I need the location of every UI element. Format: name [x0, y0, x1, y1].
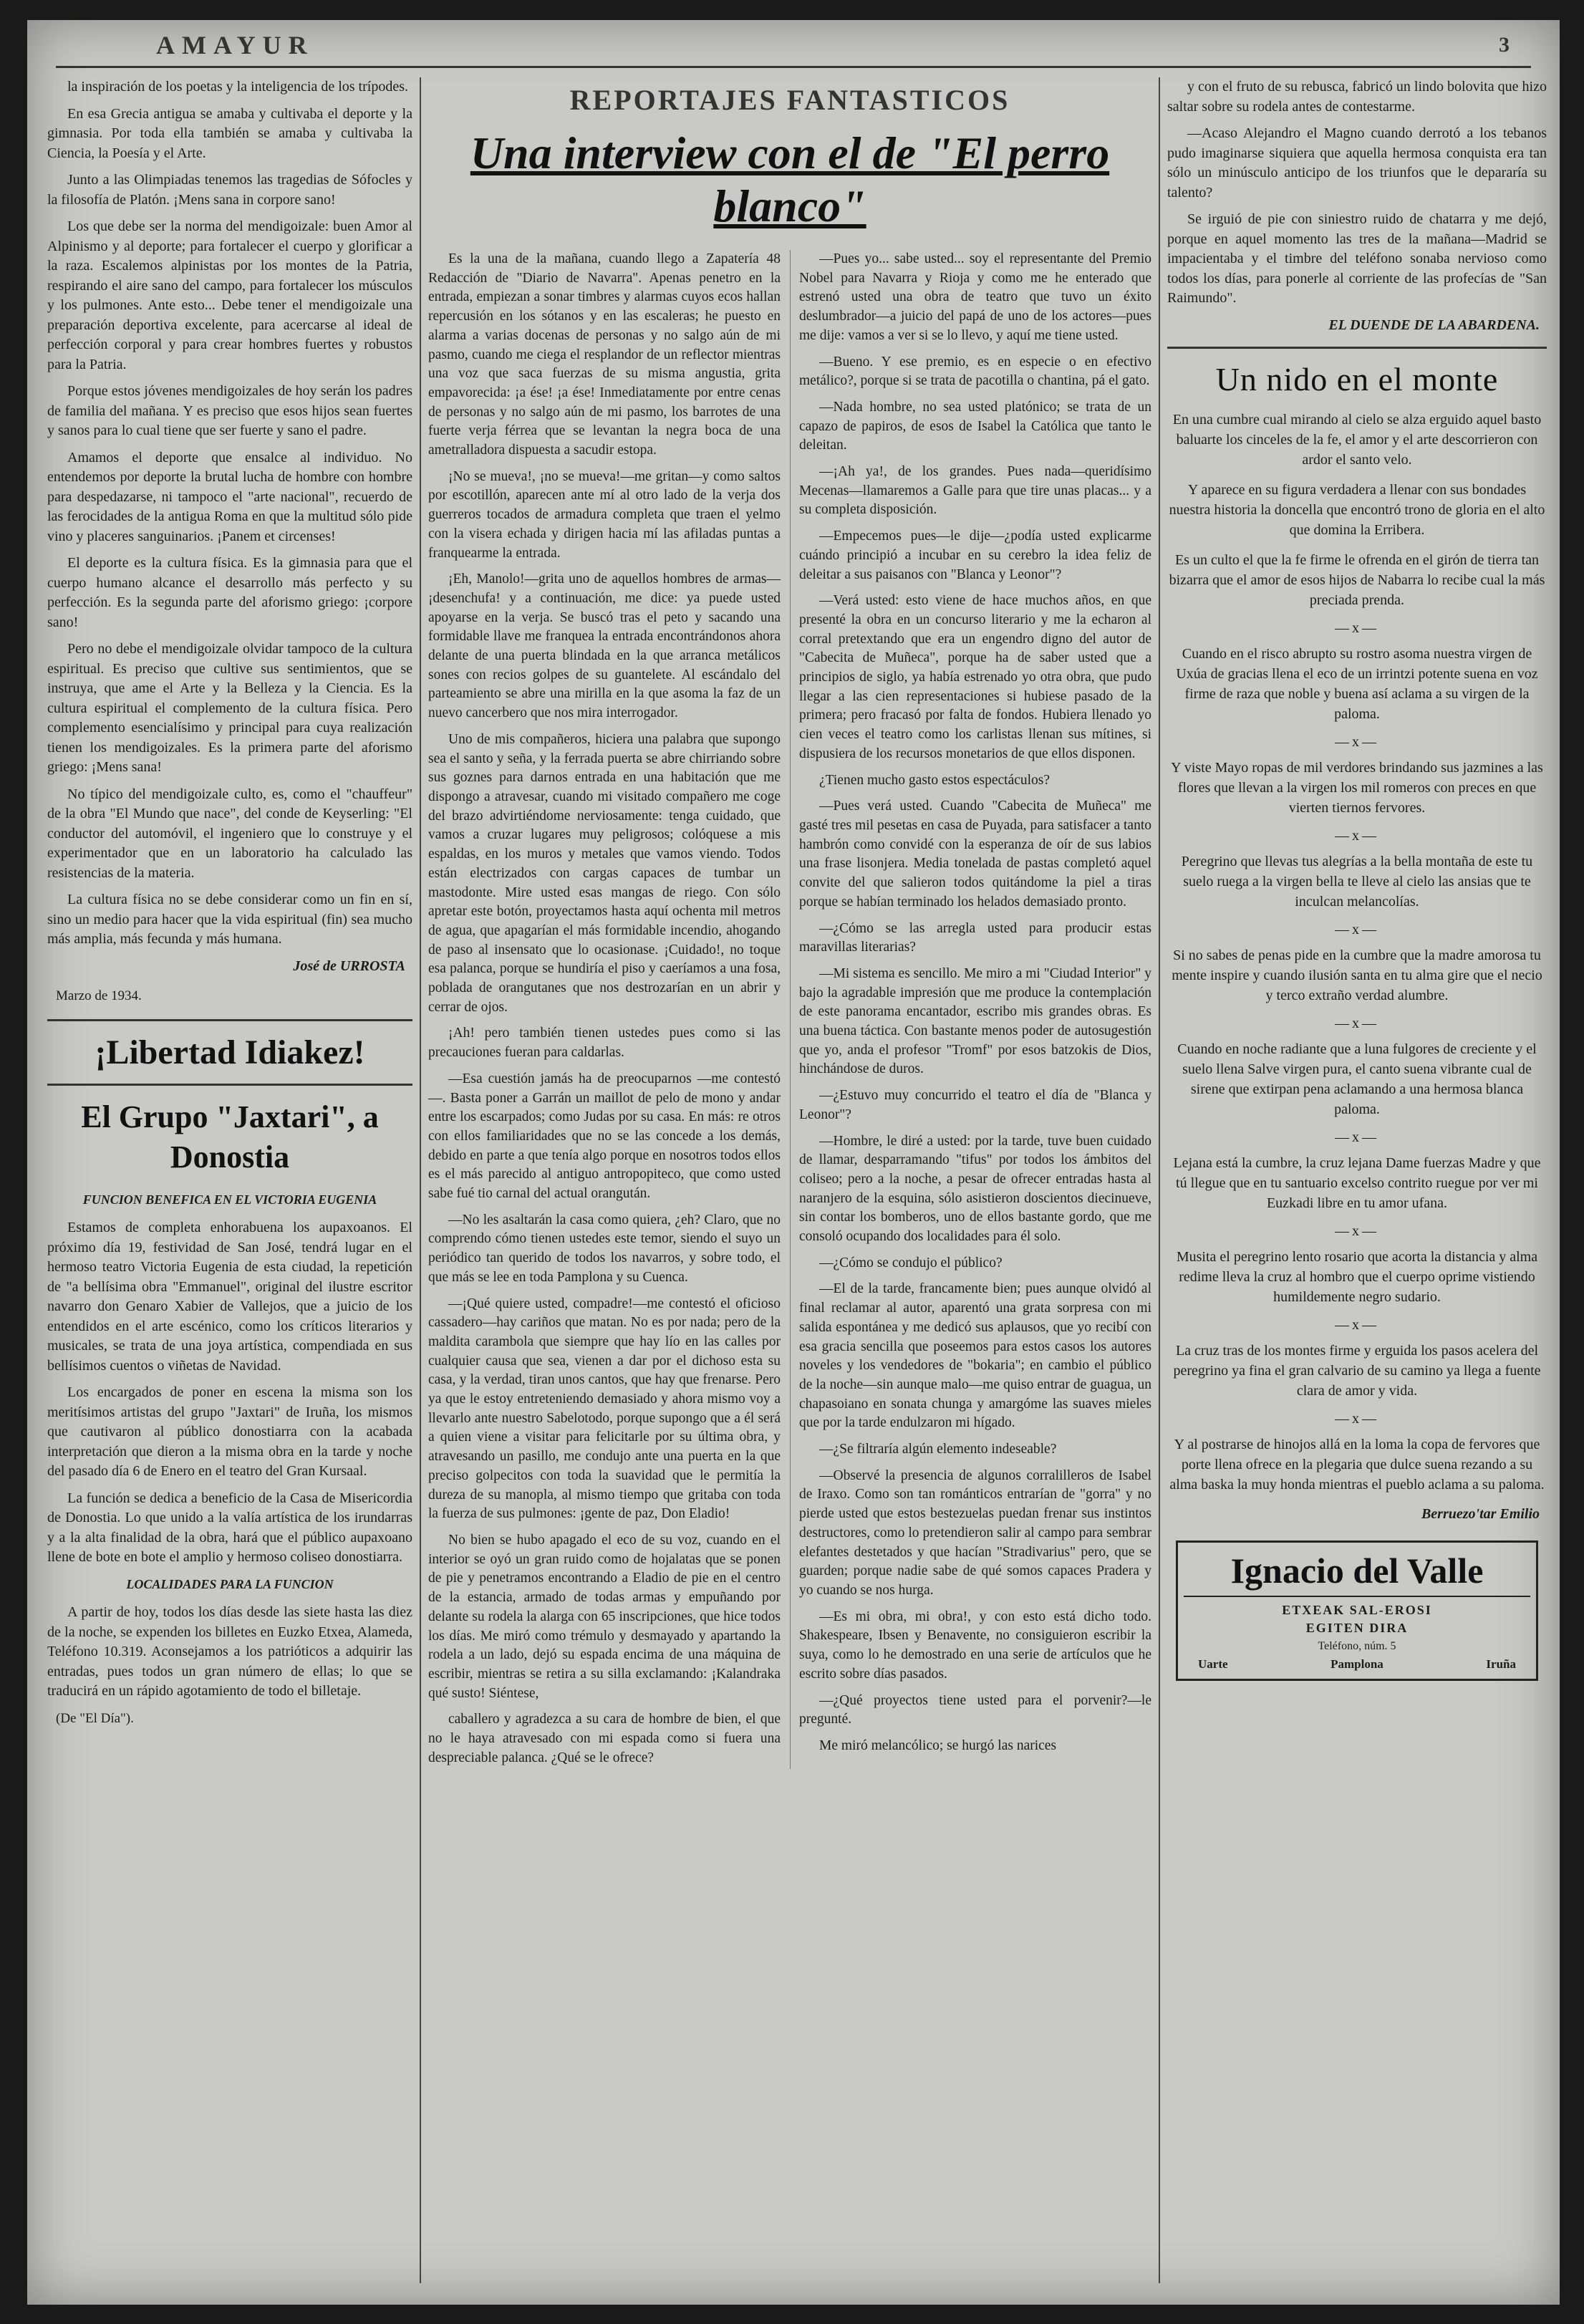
paragraph: Uno de mis compañeros, hiciera una palabra que supongo sea el santo y seña, y la ferrada puerta se abre chirriando sobre sus goznes para darnos entrada en una habitación que me dispongo a atravesar, cuando mi visitado compañero me coge del brazo advirtiéndome nerviosamente: tenga cuidado, que vamos a cruzar lugares muy peligrosos; colóquese a mis espaldas, en los muros y metales que vamos viendo. Todos están electrizados con cargas capaces de tumbar un mastodonte. Mire usted esas mangas de riego. Con sólo apretar este botón, proyectamos hasta aquí ochenta mil metros de agua, que apagarían el más formidable incendio, ahogando de paso al insensato que lo ocasionase. ¡Cuidado!, no toque esa palanca, porque se hundiría el piso y caeríamos a una fosa, poblada de orangutanes que nos destrozarían en un abrir y cerrar de ojos. — [428, 731, 781, 1015]
stanza-divider: —x— — [1335, 734, 1379, 750]
paragraph: Los encargados de poner en escena la misma son los meritísimos artistas del grupo "Jaxtari" de Iruña, los mismos que cautivaron al público donostiarra con la acabada interpretación que dieron a la misma obra en la tarde y noche del pasado día 6 de Enero en el teatro del Gran Kursaal. — [47, 1384, 412, 1479]
newspaper-page — [27, 20, 1560, 2305]
stanza-divider: —x— — [1335, 922, 1379, 937]
essay-body — [47, 77, 412, 950]
separator — [47, 1084, 412, 1086]
ad-line: ETXEAK SAL-EROSI — [1282, 1602, 1432, 1617]
poem-stanza: Es un culto el que la fe firme le ofrenda en el girón de tierra tan bizarra que el amor de esos hijos de Nabarra lo recibe cual la más preciada prenda. — [1169, 552, 1545, 608]
column-rule — [1159, 77, 1160, 2283]
poem-stanza: Peregrino que llevas tus alegrías a la bella montaña de este tu suelo ruega a la virgen bella te lleve al cielo las ansias que te inculcan melancolías. — [1181, 854, 1533, 910]
poem-signature: Berruezo'tar Emilio — [1421, 1506, 1540, 1522]
ad-city: Pamplona — [1331, 1657, 1383, 1671]
paragraph: Me miró melancólico; se hurgó las narices — [819, 1737, 1057, 1753]
stanza-divider: —x— — [1335, 1016, 1379, 1031]
separator — [1167, 347, 1547, 349]
paragraph: No típico del mendigoizale culto, es, como el "chauffeur" de la obra "El Mundo que nace", del conde de Keyserling: "El conductor del automóvil, el ingeniero que lo construye y el experimentador que en un laboratorio ha calculado las resistencias de la materia. — [47, 786, 412, 881]
paragraph: ¿Tienen mucho gasto estos espectáculos? — [819, 772, 1051, 788]
stanza-divider: —x— — [1335, 1223, 1379, 1239]
separator — [47, 1019, 412, 1021]
grupo-body — [47, 1218, 412, 1568]
poem-stanza: Lejana está la cumbre, la cruz lejana Dame fuerzas Madre y que tú llegue que en tu santuario excelso contrito ruegue por ver mi Euzkadi libre en tu amor ufana. — [1173, 1155, 1541, 1211]
localidades-text: A partir de hoy, todos los días desde las siete hasta las diez de la noche, se expenden los billetes en Euzko Etxea, Alameda, Teléfono 10.319. Aconsejamos a los patrióticos a adquirir las entradas, pues todos un gran número de ellas; lo que se traducirá en un rápido agotamiento de todo el billetaje. — [47, 1604, 412, 1699]
poem-stanza: Si no sabes de penas pide en la cumbre que la madre amorosa tu mente inspire y cuando ilusión santa en tu alma gire que el necio y terco extraño verdad alumbre. — [1172, 948, 1542, 1003]
article-headline: Una interview con el de "El perro blanco" — [470, 127, 1110, 231]
paragraph: La cultura física no se debe considerar como un fin en sí, sino un medio para hacer que la vida espiritual (fin) sea mucho más amplia, más fecunda y más humana. — [47, 892, 412, 947]
poem-stanza: La cruz tras de los montes firme y erguida los pasos acelera del peregrino ya fina el gran calvario de su camino ya llega a fuente clara de amor y vida. — [1173, 1343, 1541, 1399]
ad-name: Ignacio del Valle — [1184, 1550, 1530, 1597]
poem-stanza: Y aparece en su figura verdadera a llenar con sus bondades nuestra historia la doncella que encontró trono de gloria en el alto que domina la Erribera. — [1169, 482, 1545, 538]
paragraph: No bien se hubo apagado el eco de su voz, cuando en el interior se oyó un gran ruido como de hojalatas que se ponen de pie y penetramos encontrando a Eladio de pie en el centro de la estancia, armado de todas armas y empuñando por delante su rodela la alarga con 65 inscripciones, que hice todos los días. Me miró como trémulo y desmayado y apartando la rodela a un lado, dejó su espada encima de una máquina de escribir, mientras se retira a su silla exclamando: ¡Kalandraka qué susto! Siéntese, — [428, 1533, 781, 1701]
libertad-headline: ¡Libertad Idiakez! — [95, 1033, 365, 1071]
paragraph: El deporte es la cultura física. Es la gimnasia para que el cuerpo humano alcance el desarrollo más perfecto y su perfección. Es la segunda parte del aforismo griego: ¡corpore sano! — [47, 555, 412, 630]
paragraph: —¿Qué proyectos tiene usted para el porvenir?—le pregunté. — [799, 1692, 1151, 1727]
paragraph: Amamos el deporte que ensalce al individuo. No entendemos por deporte la brutal lucha de hombre con hombre para despedazarse, ni tampoco el "arte nacional", recuerdo de las ferocidades de la antigua Roma en que la multitud sólo pide vino y placeres sanguinarios. ¡Panem et circenses! — [47, 449, 412, 544]
paragraph: —Mi sistema es sencillo. Me miro a mi "Ciudad Interior" y bajo la agradable impresión que me produce la contemplación de este panorama encantador, escribo mis grandes obras. Es una buena táctica. Con bastante menos poder de autosugestión que yo, anda el profesor "Tromf" por esos batzokis de Dios, hinchándose de duros. — [799, 965, 1151, 1077]
paragraph: —Acaso Alejandro el Magno cuando derrotó a los tebanos pudo imaginarse siquiera que aquella hermosa conquista era tan sólo un minúsculo anticipo de los triunfos que le depararía su talento? — [1167, 125, 1547, 201]
stanza-divider: —x— — [1335, 1129, 1379, 1145]
paragraph: —Nada hombre, no sea usted platónico; se trata de un capazo de papiros, de esos de Isabel la Católica que tanto le deleitan. — [799, 399, 1151, 453]
poem-stanza: En una cumbre cual mirando al cielo se alza erguido aquel basto baluarte los cinceles de la fe, el amor y el arte descorrieron con ardor el santo velo. — [1172, 412, 1542, 468]
paragraph: —¿Cómo se las arregla usted para producir estas maravillas literarias? — [799, 920, 1151, 955]
paragraph: —Pues yo... sabe usted... soy el representante del Premio Nobel para Navarra y Rioja y como me he enterado que estrenó usted una obra de teatro que tuvo un éxito deslumbrador—a juicio del papá de uno de los actores—pues me dije: vamos a ver si se lo llevo, y aquí me tiene usted. — [799, 251, 1151, 343]
paragraph: Estamos de completa enhorabuena los aupaxoanos. El próximo día 19, festividad de San José, tendrá lugar en el hermoso teatro Victoria Eugenia de esta ciudad, la repetición de "a bellísima obra "Emmanuel", original del ilustre escritor navarro don Genaro Xabier de Vallejos, que a juicio de los entendidos en el arte escénico, como los críticos literarios y musicales, se trata de una joya artística, compendiada en sus bellísimos cuentos o viñetas de Navidad. — [47, 1220, 412, 1374]
poem-stanza: Y viste Mayo ropas de mil verdores brindando sus jazmines a las flores que llevan a la virgen los mil romeros con preces en que vierten tiernos fervores. — [1171, 760, 1543, 816]
stanza-divider: —x— — [1335, 1317, 1379, 1333]
paragraph: —Observé la presencia de algunos corralilleros de Isabel de Iraxo. Como son tan románticos entrarían de "gorra" y no pierde usted que estos bestezuelas puedan frenar sus instintos destructores, como lo pretendieron salir al campo para sembrar elefantes destetados y que hacían "Stradivarius" pero, que se guarden; porque nadie sabe de qué somos capaces Pradera y yo cuando se nos hurga. — [799, 1467, 1151, 1598]
column-center — [428, 77, 1151, 2290]
grupo-headline: El Grupo "Jaxtari", a Donostia — [81, 1099, 379, 1175]
paragraph: —El de la tarde, francamente bien; pues aunque olvidó al final reclamar al autor, aparentó una grata sorpresa con mi salida espontánea y me dedicó sus aplausos, que yo recibí con esa gracia sencilla que poseemos para estos casos los autores noveles y los vendedores de "bokaria"; en cambio el público de la noche—sin aunque malo—me quiso entrar de guagua, un chapasoiano en sonata chunga y amargóme las suaves mieles que por la tarde endulzaron mi hígado. — [799, 1281, 1151, 1431]
paragraph: ¡Eh, Manolo!—grita uno de aquellos hombres de armas—¡desenchufa! y a continuación, me dice: ya puede usted apoyarse en la verja. Se buscó tras el peto y sacando una formidable llave me franquea la entrada encontrándonos ahora delante de una puerta blindada en la que arranca metálicos sones con recios golpes de su guantelete. Al escándalo del parteamiento se abre una mirilla en la que asoma la faz de un nuevo cancerbero que nos mira interrogador. — [428, 572, 781, 721]
paragraph: —Verá usted: esto viene de hace muchos años, en que presenté la obra en un concurso literario y me la echaron al corral pretextando que era un engendro digno del autor de "Cabecita de Muñeca", porque ha de saber usted que a principios de siglo, ya había estrenado yo otra obra, que pudo llegar a las cien representaciones si hubiese pasado de la primera; pero fracasó por falta de fondos. Hubiera llenado yo cien veces el teatro como los carlistas llenan sus mítines, si dispusiera de los recursos monetarios de que ellos disponen. — [799, 593, 1151, 761]
paragraph: —¡Ah ya!, de los grandes. Pues nada—queridísimo Mecenas—llamaremos a Galle para que tire unas placas... y a su completa disposición. — [799, 464, 1151, 518]
paragraph: —Empecemos pues—le dije—¿podía usted explicarme cuándo principió a incubar en su cerebro la idea feliz de deleitar a sus paisanos con "Blanca y Leonor"? — [799, 529, 1151, 582]
poem-stanza: Cuando en el risco abrupto su rostro asoma nuestra virgen de Uxúa de gracias llena el eco de un irrintzi potente suena en voz firme de raza que noble y buena así aclama a su virgen de la paloma. — [1176, 646, 1538, 722]
paragraph: —¡Qué quiere usted, compadre!—me contestó el oficioso cassadero—hay cariños que matan. No es por nada; pero de la maldita carambola que siempre que hay lío en las calles por cualquier causa que sea, vienen a dar por el dichoso esta su casa, y la verdad, tiran unos cantos, que hay que frenarse. Pero ya que le estoy entreteniendo demasiado y ahora mismo voy a llevarlo ante nuestro Sabelotodo, porque supongo que a él será a quien viene a visitar para felicitarle por su última obra, y atravesando un pasillo, me condujo ante una puerta en la que preciso golpecitos con toda la suavidad que le permitía la dureza de su manopla, al mismo tiempo que gritaba con toda la fuerza de sus pulmones: ¡gente de paz, Don Eladio! — [428, 1296, 781, 1522]
essay-date: Marzo de 1934. — [56, 988, 142, 1003]
ad-phone: Teléfono, núm. 5 — [1318, 1639, 1396, 1652]
paragraph: Porque estos jóvenes mendigoizales de hoy serán los padres de familia del mañana. Y es preciso que esos hijos sean fuertes y sanos para lo cual tiene que ser fuerte y sano el padre. — [47, 383, 412, 438]
paragraph: —¿Cómo se condujo el público? — [819, 1255, 1003, 1271]
paragraph: ¡No se mueva!, ¡no se mueva!—me gritan—y como saltos por escotillón, aparecen ante mí al otro lado de la verja dos guerreros tocados de armadura completa que traen el yelmo con la visera echada y dirigen hacia mí las afiladas puntas a franquearme la entrada. — [428, 468, 781, 561]
poem-body — [1167, 410, 1547, 1495]
paragraph: —¿Se filtraría algún elemento indeseable? — [819, 1442, 1057, 1457]
column-left — [47, 77, 412, 2290]
paragraph: y con el fruto de su rebusca, fabricó un lindo bolovita que hizo saltar sobre su rodela antes de contestarme. — [1167, 79, 1547, 115]
ad-line: EGITEN DIRA — [1305, 1620, 1409, 1635]
paragraph: —Bueno. Y ese premio, es en especie o en efectivo metálico?, porque si se trata de pacotilla o chantina, pá el gato. — [799, 354, 1151, 389]
paragraph: Es la una de la mañana, cuando llego a Zapatería 48 Redacción de "Diario de Navarra". Apenas penetro en la entrada, empiezan a sonar timbres y alarmas cuyos ecos hallan repercusión en los sótanos y en las escaleras; he puesto en alarma a varias docenas de personas y no salgo aún de mi pasmo, cuando me ciega el resplandor de un reflector mientras una voz que saca fuerzas de su misma angustia, grita empavorecida: ¡a ése! ¡a ése! Inmediatamente por entre cenas de personas y no salgo aún de mi pasmo, los barrotes de una fuerte verja férrea que se levantan la negra boca de una ametralladora dispuesta a sacudir estopa. — [428, 251, 781, 458]
grupo-subhead: FUNCION BENEFICA EN EL VICTORIA EUGENIA — [82, 1192, 377, 1207]
ad-city: Iruña — [1486, 1657, 1516, 1671]
page-number: 3 — [1499, 33, 1510, 57]
stanza-divider: —x— — [1335, 620, 1379, 636]
paragraph: —No les asaltarán la casa como quiera, ¿eh? Claro, que no comprendo cómo tienen ustedes este temor, siendo el suyo un periódico tan querido de todos los navarros, y sobre todo, el que más se lee en toda Pamplona y su Cuenca. — [428, 1212, 781, 1285]
paragraph: —Esa cuestión jamás ha de preocuparnos —me contestó—. Basta poner a Garrán un maillot de pelo de mono y andar entre los escarpados; como Judas por su casa. En más: re otros con ellos familiaridades que no se las concede a los demás, debido en parte a que tenía algo porque en nosotros todos ellos es el más parecido al antiguo antropopiteco, que como usted sabe fué tio carnal del actual orangután. — [428, 1071, 781, 1202]
newspaper-name: AMAYUR — [156, 31, 314, 59]
paragraph: Pero no debe el mendigoizale olvidar tampoco de la cultura espiritual. Es preciso que cultive sus sentimientos, que se instruya, que ame el Arte y la Belleza y la Ciencia. Es la cultura espiritual el complemento de la cultura física. Pero complemento esencialísimo y principal para cuya realización tienen los mendigoizales. Es la primera parte del aforismo griego: ¡Mens sana! — [47, 641, 412, 775]
paragraph: La función se dedica a beneficio de la Casa de Misericordia de Donostia. Lo que unido a la valía artística de los irundarras y a la alta finalidad de la obra, hará que el público aupaxoano llene de bote en bote el amplio y hermoso coliseo donostiarra. — [47, 1490, 412, 1565]
paragraph: —Es mi obra, mi obra!, y con esto está dicho todo. Shakespeare, Ibsen y Benavente, no consiguieron escribir la suya, como lo he demostrado en una serie de artículos que he escrito sobre días pasados. — [799, 1609, 1151, 1682]
localidades-head: LOCALIDADES PARA LA FUNCION — [126, 1576, 334, 1591]
paragraph: Los que debe ser la norma del mendigoizale: buen Amor al Alpinismo y al deporte; para fortalecer el cuerpo y glorificar a la raza. Escalemos alpinistas por los montes de la Patria, respirando el aire sano del campo, para fortalecer los músculos y los pulmones. Ante esto... Debe tener el mendigoizale una preparación deportiva excelente, para acercarse al ideal de perfección corporal y para crear hombres fuertes y robustos para la Patria. — [47, 218, 412, 372]
paragraph: —Pues verá usted. Cuando "Cabecita de Muñeca" me gasté tres mil pesetas en casa de Puyada, para satisfacer a tanto hambrón como convidé con la esperanza de oír de sus labios una frase lisonjera. Media tonelada de pastas completó aquel convite del que salieron todos quitándome la piel a tiras porque se habían terminado los helados demasiado pronto. — [799, 799, 1151, 910]
poem-headline: Un nido en el monte — [1215, 361, 1499, 397]
column-right — [1167, 77, 1547, 2290]
essay-signature: José de URROSTA — [293, 958, 405, 974]
advertisement-box — [1176, 1541, 1538, 1681]
poem-stanza: Y al postrarse de hinojos allá en la loma la copa de fervores que porte llena ofrece en la plegaria que dulce suena rezando a su alma baska la muy honda mientras el pueblo aclama a su paloma. — [1169, 1437, 1545, 1493]
interview-signature: EL DUENDE DE LA ABARDENA. — [1328, 317, 1540, 333]
interview-body — [428, 250, 1151, 1769]
paragraph: —Hombre, le diré a usted: por la tarde, tuve buen cuidado de llamar, desparramando "tifus" por todos los ámbitos del coliseo; pero a la noche, a pesar de ofrecer entradas hasta al naranjero de la esquina, sólo asistieron doscientos diecinueve, sin contar los bomberos, uno de ellos bastante gordo, que me consoló ocupando dos localidades para él solo. — [799, 1133, 1151, 1245]
paragraph: En esa Grecia antigua se amaba y cultivaba el deporte y la gimnasia. Por toda ella también se amaba y cultivaba la Ciencia, la Poesía y el Arte. — [47, 105, 412, 161]
paragraph: caballero y agradezca a su cara de hombre de bien, el que no le haya atravesado con mi espada como si fuera una despreciable palanca. ¿Qué se le ofrece? — [428, 1712, 781, 1765]
poem-stanza: Cuando en noche radiante que a luna fulgores de creciente y el suelo llena Salve virgen pura, el canto suena vibrante cual de sirene que extirpan pena aclamando a una hermosa blanca paloma. — [1177, 1041, 1537, 1117]
ad-city: Uarte — [1198, 1657, 1228, 1671]
paragraph: —¿Estuvo muy concurrido el teatro el día de "Blanca y Leonor"? — [799, 1088, 1151, 1122]
stanza-divider: —x— — [1335, 1411, 1379, 1427]
credit-line: (De "El Día"). — [56, 1710, 134, 1726]
paragraph: la inspiración de los poetas y la inteligencia de los trípodes. — [67, 79, 408, 95]
masthead — [56, 27, 1531, 68]
column-rule — [420, 77, 421, 2283]
poem-stanza: Musita el peregrino lento rosario que acorta la distancia y alma redime lleva la cruz al hombro que el cuerpo oprime vistiendo humildemente negro sudario. — [1176, 1249, 1538, 1305]
ad-cities — [1184, 1657, 1530, 1672]
paragraph: Junto a las Olimpiadas tenemos las tragedias de Sófocles y la filosofía de Platón. ¡Mens sana in corpore sano! — [47, 172, 412, 208]
stanza-divider: —x— — [1335, 828, 1379, 844]
section-kicker: REPORTAJES FANTASTICOS — [569, 84, 1010, 116]
interview-continuation — [1167, 77, 1547, 309]
paragraph: Se irguió de pie con siniestro ruido de chatarra y me dejó, porque en aquel momento las tres de la mañana—Madrid se impacientaba y el timbre del teléfono sonaba nervioso como todos los días, para ponerle al corriente de las profecías de "San Raimundo". — [1167, 211, 1547, 306]
paragraph: ¡Ah! pero también tienen ustedes pues como si las precauciones fueran para caldarlas. — [428, 1026, 781, 1061]
